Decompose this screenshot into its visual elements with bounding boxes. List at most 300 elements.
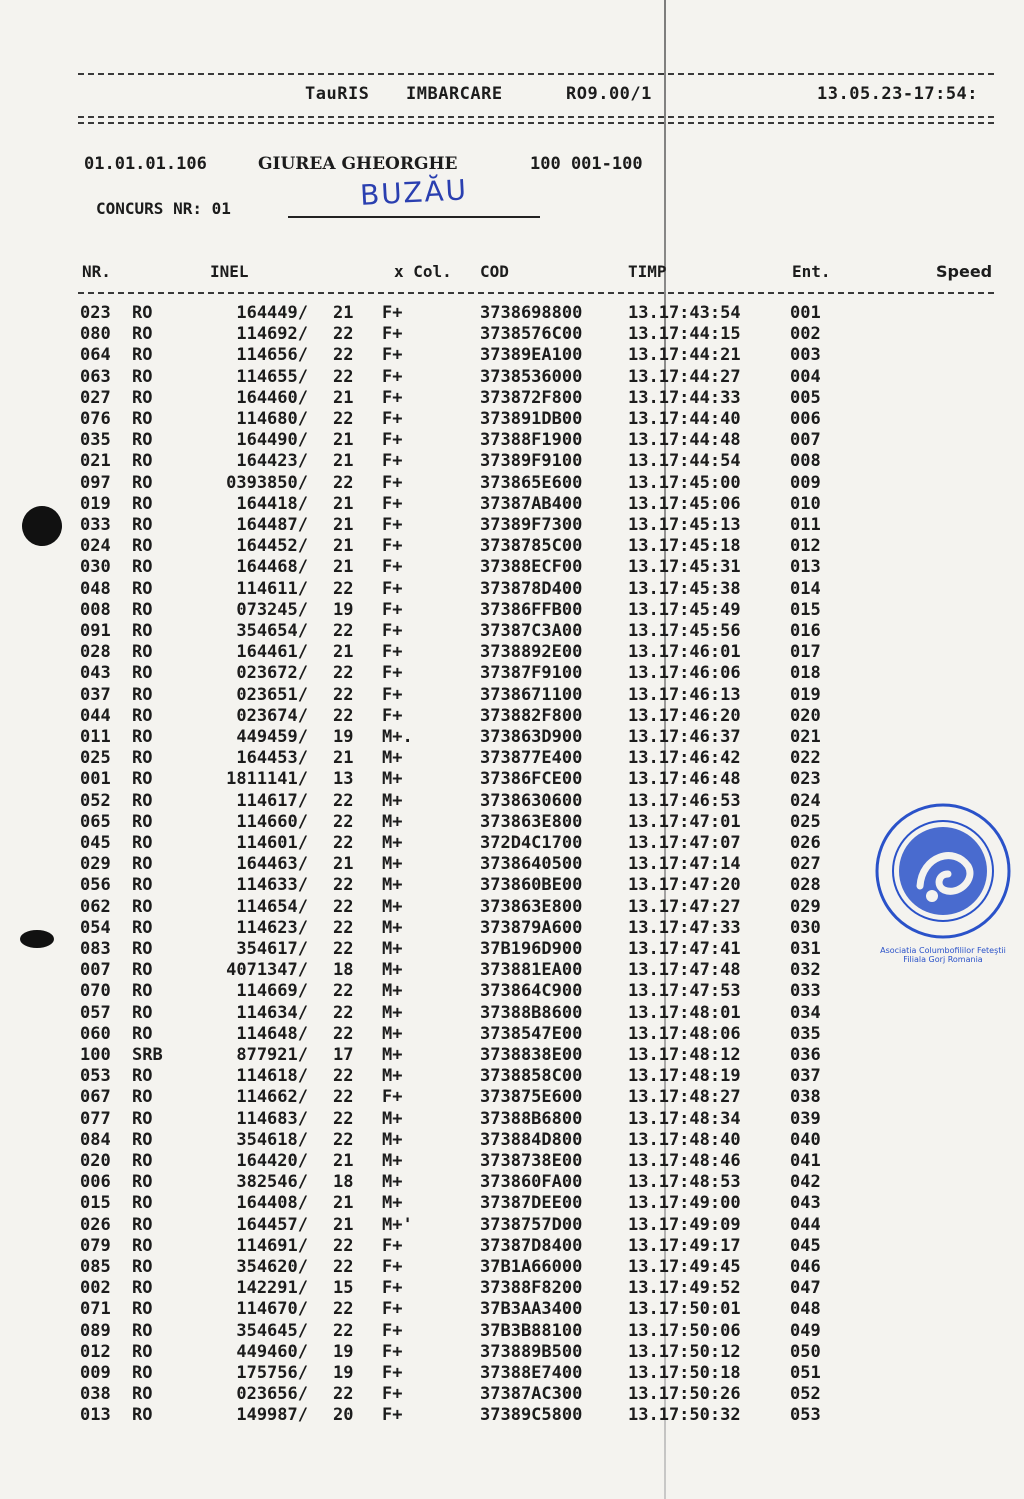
cell-entry: 037 (790, 1066, 821, 1087)
cell-sex: F+ (382, 472, 403, 493)
cell-time: 13.17:48:34 (628, 1108, 741, 1129)
table-row (0, 1045, 1024, 1066)
cell-year: 21 (333, 1151, 354, 1171)
cell-country: RO (132, 875, 153, 896)
cell-code: 3738640500 (480, 854, 583, 875)
cell-nr: 019 (80, 493, 111, 514)
cell-sex: M+ (382, 981, 403, 1002)
table-row (0, 1151, 1024, 1172)
cell-sex: F+ (382, 642, 403, 663)
cell-nr: 009 (80, 1363, 111, 1383)
cell-ring: 114692/ (236, 324, 308, 345)
cell-ring: 023651/ (236, 684, 308, 705)
cell-year: 22 (333, 939, 354, 959)
cell-ring: 114691/ (236, 1235, 308, 1256)
cell-sex: M+ (382, 854, 403, 875)
cell-year: 22 (333, 409, 354, 429)
cell-year: 21 (333, 515, 354, 535)
cell-ring: 114601/ (236, 833, 308, 853)
cell-year: 21 (333, 1214, 354, 1235)
col-header-nr: NR. (82, 262, 111, 281)
cell-year: 22 (333, 705, 354, 726)
cell-time: 13.17:50:26 (628, 1384, 741, 1405)
cell-ring: 114623/ (236, 917, 308, 938)
cell-sex: F+ (382, 663, 403, 684)
cell-nr: 013 (80, 1405, 111, 1426)
cell-time: 13.17:47:41 (628, 939, 741, 959)
cell-ring: 023674/ (236, 705, 308, 726)
table-row (0, 409, 1024, 430)
cell-year: 20 (333, 1405, 354, 1426)
cell-time: 13.17:44:27 (628, 366, 741, 387)
cell-nr: 070 (80, 981, 111, 1002)
cell-time: 13.17:47:33 (628, 917, 741, 938)
cell-code: 373863E800 (480, 811, 583, 832)
cell-year: 21 (333, 303, 354, 323)
cell-code: 37387C3A00 (480, 621, 583, 641)
table-row (0, 388, 1024, 409)
cell-nr: 056 (80, 875, 111, 896)
cell-year: 22 (333, 811, 354, 832)
cell-year: 21 (333, 854, 354, 875)
cell-country: RO (132, 1384, 153, 1405)
cell-entry: 024 (790, 790, 821, 811)
cell-sex: M+ (382, 1108, 403, 1129)
table-row (0, 621, 1024, 642)
cell-code: 373891DB00 (480, 409, 583, 429)
cell-ring: 114618/ (236, 1066, 308, 1087)
cell-country: RO (132, 1066, 153, 1087)
cell-code: 373863D900 (480, 727, 583, 747)
cell-entry: 031 (790, 939, 821, 959)
cell-country: RO (132, 1363, 153, 1383)
table-row (0, 345, 1024, 366)
cell-ring: 164408/ (236, 1193, 308, 1214)
cell-year: 22 (333, 1384, 354, 1405)
cell-country: RO (132, 854, 153, 875)
cell-country: RO (132, 1108, 153, 1129)
col-header-col: x Col. (394, 262, 452, 281)
cell-entry: 036 (790, 1045, 821, 1065)
cell-code: 37B196D900 (480, 939, 583, 959)
cell-ring: 175756/ (236, 1363, 308, 1383)
club-stamp-icon (872, 800, 1014, 942)
cell-code: 37388ECF00 (480, 557, 583, 578)
cell-entry: 053 (790, 1405, 821, 1426)
cell-entry: 019 (790, 684, 821, 705)
cell-year: 22 (333, 1235, 354, 1256)
cell-code: 37387F9100 (480, 663, 583, 684)
cell-nr: 023 (80, 303, 111, 323)
cell-ring: 114683/ (236, 1108, 308, 1129)
cell-nr: 024 (80, 536, 111, 557)
cell-sex: M+' (382, 1214, 413, 1235)
table-row (0, 1066, 1024, 1087)
cell-time: 13.17:47:53 (628, 981, 741, 1002)
cell-ring: 354620/ (236, 1257, 308, 1277)
cell-entry: 035 (790, 1023, 821, 1044)
cell-sex: F+ (382, 345, 403, 366)
cell-year: 22 (333, 833, 354, 853)
cell-time: 13.17:45:49 (628, 599, 741, 620)
cell-nr: 015 (80, 1193, 111, 1214)
cell-ring: 114662/ (236, 1087, 308, 1108)
cell-country: RO (132, 324, 153, 345)
cell-entry: 042 (790, 1172, 821, 1193)
cell-sex: M+ (382, 1023, 403, 1044)
cell-country: RO (132, 1299, 153, 1320)
cell-ring: 164453/ (236, 748, 308, 769)
cell-nr: 084 (80, 1129, 111, 1150)
cell-time: 13.17:50:01 (628, 1299, 741, 1320)
cell-sex: M+ (382, 1129, 403, 1150)
cell-year: 22 (333, 621, 354, 641)
table-row (0, 939, 1024, 960)
cell-time: 13.17:43:54 (628, 303, 741, 323)
table-row (0, 1342, 1024, 1363)
cell-country: RO (132, 960, 153, 981)
cell-ring: 449459/ (236, 727, 308, 747)
cell-time: 13.17:48:06 (628, 1023, 741, 1044)
cell-ring: 164418/ (236, 493, 308, 514)
cell-time: 13.17:49:09 (628, 1214, 741, 1235)
cell-sex: M+ (382, 1066, 403, 1087)
cell-code: 37388E7400 (480, 1363, 583, 1383)
cell-code: 373884D800 (480, 1129, 583, 1150)
cell-year: 22 (333, 790, 354, 811)
table-row (0, 960, 1024, 981)
cell-time: 13.17:50:18 (628, 1363, 741, 1383)
cell-country: RO (132, 366, 153, 387)
cell-country: RO (132, 578, 153, 599)
stamp-text: Asociatia Columbofililor Feteştii Filiala Gorj Romania (880, 946, 1006, 964)
cell-entry: 005 (790, 387, 821, 408)
table-row (0, 557, 1024, 578)
cell-code: 37387AC300 (480, 1384, 583, 1405)
cell-year: 21 (333, 387, 354, 408)
table-row (0, 1405, 1024, 1426)
cell-country: RO (132, 917, 153, 938)
table-row (0, 748, 1024, 769)
cell-time: 13.17:50:32 (628, 1405, 741, 1426)
cell-time: 13.17:50:12 (628, 1341, 741, 1362)
table-row (0, 833, 1024, 854)
cell-year: 15 (333, 1278, 354, 1299)
cell-entry: 034 (790, 1002, 821, 1023)
program-name: TauRIS (305, 84, 370, 104)
cell-code: 373863E800 (480, 896, 583, 917)
table-row (0, 1384, 1024, 1405)
header-dashed-separator-1 (78, 116, 994, 118)
cell-entry: 008 (790, 451, 821, 472)
cell-nr: 052 (80, 790, 111, 811)
cell-nr: 045 (80, 833, 111, 853)
cell-code: 3738671100 (480, 684, 583, 705)
cell-time: 13.17:46:01 (628, 642, 741, 663)
table-row (0, 791, 1024, 812)
cell-nr: 083 (80, 939, 111, 959)
cell-country: RO (132, 1002, 153, 1023)
table-row (0, 367, 1024, 388)
cell-nr: 065 (80, 811, 111, 832)
cell-sex: M+ (382, 917, 403, 938)
cell-code: 373875E600 (480, 1087, 583, 1108)
table-row (0, 875, 1024, 896)
cell-time: 13.17:44:33 (628, 387, 741, 408)
table-row (0, 897, 1024, 918)
cell-sex: M+ (382, 1193, 403, 1214)
cell-entry: 020 (790, 705, 821, 726)
cell-entry: 021 (790, 727, 821, 747)
cell-year: 22 (333, 663, 354, 684)
cell-time: 13.17:45:56 (628, 621, 741, 641)
cell-country: RO (132, 493, 153, 514)
cell-time: 13.17:47:07 (628, 833, 741, 853)
cell-year: 18 (333, 960, 354, 981)
cell-year: 22 (333, 324, 354, 345)
cell-time: 13.17:46:20 (628, 705, 741, 726)
table-row (0, 579, 1024, 600)
cell-country: RO (132, 663, 153, 684)
cell-sex: F+ (382, 1320, 403, 1341)
cell-code: 3738630600 (480, 790, 583, 811)
cell-entry: 045 (790, 1235, 821, 1256)
cell-year: 22 (333, 875, 354, 896)
cell-year: 21 (333, 557, 354, 578)
table-row (0, 981, 1024, 1002)
cell-entry: 052 (790, 1384, 821, 1405)
table-row (0, 1299, 1024, 1320)
table-row (0, 1363, 1024, 1384)
cell-code: 37387DEE00 (480, 1193, 583, 1214)
cell-nr: 027 (80, 387, 111, 408)
cell-time: 13.17:48:53 (628, 1172, 741, 1193)
cell-ring: 142291/ (236, 1278, 308, 1299)
cell-sex: M+ (382, 939, 403, 959)
cell-year: 17 (333, 1045, 354, 1065)
cell-sex: F+ (382, 621, 403, 641)
pen-check-mark-2 (20, 930, 54, 948)
cell-code: 373877E400 (480, 748, 583, 769)
table-row (0, 769, 1024, 790)
cell-nr: 037 (80, 684, 111, 705)
cell-country: RO (132, 536, 153, 557)
table-row (0, 324, 1024, 345)
table-row (0, 706, 1024, 727)
cell-year: 18 (333, 1172, 354, 1193)
table-row (0, 812, 1024, 833)
cell-year: 22 (333, 1002, 354, 1023)
cell-time: 13.17:45:18 (628, 536, 741, 557)
cell-country: RO (132, 1023, 153, 1044)
cell-country: RO (132, 1341, 153, 1362)
cell-sex: F+ (382, 1341, 403, 1362)
cell-sex: M+ (382, 1151, 403, 1171)
header-dashed-separator-2 (78, 122, 994, 124)
cell-code: 3738576C00 (480, 324, 583, 345)
cell-year: 22 (333, 1023, 354, 1044)
cell-time: 13.17:46:37 (628, 727, 741, 747)
cell-sex: F+ (382, 387, 403, 408)
cell-entry: 011 (790, 515, 821, 535)
cell-nr: 085 (80, 1257, 111, 1277)
cell-time: 13.17:49:00 (628, 1193, 741, 1214)
cell-country: RO (132, 981, 153, 1002)
cell-year: 21 (333, 748, 354, 769)
cell-code: 3738698800 (480, 303, 583, 323)
cell-ring: 164461/ (236, 642, 308, 663)
cell-entry: 013 (790, 557, 821, 578)
cell-code: 37388F1900 (480, 430, 583, 451)
table-row (0, 430, 1024, 451)
table-row (0, 642, 1024, 663)
cell-time: 13.17:48:46 (628, 1151, 741, 1171)
table-row (0, 685, 1024, 706)
col-header-speed: Speed (936, 262, 993, 281)
cell-nr: 064 (80, 345, 111, 366)
cell-sex: M+ (382, 875, 403, 896)
cell-year: 22 (333, 345, 354, 366)
table-row (0, 1321, 1024, 1342)
cell-time: 13.17:47:01 (628, 811, 741, 832)
cell-sex: F+ (382, 515, 403, 535)
cell-code: 373882F800 (480, 705, 583, 726)
cell-sex: F+ (382, 324, 403, 345)
cell-entry: 047 (790, 1278, 821, 1299)
cell-entry: 050 (790, 1341, 821, 1362)
cell-country: RO (132, 748, 153, 769)
cell-ring: 354654/ (236, 621, 308, 641)
cell-ring: 114660/ (236, 811, 308, 832)
cell-year: 19 (333, 1341, 354, 1362)
cell-time: 13.17:48:01 (628, 1002, 741, 1023)
cell-time: 13.17:47:14 (628, 854, 741, 875)
cell-code: 3738838E00 (480, 1045, 583, 1065)
cell-sex: M+ (382, 960, 403, 981)
cell-ring: 449460/ (236, 1341, 308, 1362)
cell-nr: 035 (80, 430, 111, 451)
cell-entry: 044 (790, 1214, 821, 1235)
cell-year: 13 (333, 769, 354, 790)
cell-ring: 164420/ (236, 1151, 308, 1171)
cell-entry: 002 (790, 324, 821, 345)
cell-country: RO (132, 1151, 153, 1171)
cell-ring: 114680/ (236, 409, 308, 429)
cell-nr: 012 (80, 1341, 111, 1362)
cell-sex: F+ (382, 684, 403, 705)
cell-ring: 877921/ (236, 1045, 308, 1065)
cell-nr: 002 (80, 1278, 111, 1299)
cell-nr: 025 (80, 748, 111, 769)
cell-time: 13.17:46:13 (628, 684, 741, 705)
cell-year: 21 (333, 642, 354, 663)
cell-code: 37387D8400 (480, 1235, 583, 1256)
cell-sex: F+ (382, 557, 403, 578)
concurs-label: CONCURS NR: 01 (96, 199, 231, 218)
cell-country: RO (132, 1129, 153, 1150)
cell-nr: 029 (80, 854, 111, 875)
cell-year: 21 (333, 493, 354, 514)
cell-ring: 164463/ (236, 854, 308, 875)
cell-country: RO (132, 727, 153, 747)
cell-entry: 040 (790, 1129, 821, 1150)
print-datetime: 13.05.23-17:54: (817, 84, 979, 104)
cell-nr: 100 (80, 1045, 111, 1065)
cell-ring: 114669/ (236, 981, 308, 1002)
cell-nr: 079 (80, 1235, 111, 1256)
cell-nr: 076 (80, 409, 111, 429)
cell-country: RO (132, 1405, 153, 1426)
cell-country: RO (132, 1193, 153, 1214)
top-dashed-separator (78, 73, 994, 75)
table-row (0, 1257, 1024, 1278)
cell-nr: 028 (80, 642, 111, 663)
cell-ring: 114633/ (236, 875, 308, 896)
cell-code: 37389C5800 (480, 1405, 583, 1426)
cell-code: 373864C900 (480, 981, 583, 1002)
table-row (0, 1087, 1024, 1108)
version-label: RO9.00/1 (566, 84, 652, 104)
cell-code: 37388F8200 (480, 1278, 583, 1299)
columns-dashed-separator (78, 292, 994, 294)
table-row (0, 1193, 1024, 1214)
cell-time: 13.17:46:06 (628, 663, 741, 684)
cell-code: 373889B500 (480, 1341, 583, 1362)
cell-country: RO (132, 621, 153, 641)
cell-ring: 023656/ (236, 1384, 308, 1405)
cell-entry: 006 (790, 409, 821, 429)
cell-year: 19 (333, 1363, 354, 1383)
cell-nr: 060 (80, 1023, 111, 1044)
cell-sex: M+ (382, 1172, 403, 1193)
cell-sex: F+ (382, 303, 403, 323)
cell-code: 373860FA00 (480, 1172, 583, 1193)
cell-nr: 030 (80, 557, 111, 578)
cell-ring: 114611/ (236, 578, 308, 599)
cell-entry: 030 (790, 917, 821, 938)
cell-country: RO (132, 642, 153, 663)
table-row (0, 600, 1024, 621)
cell-ring: 114634/ (236, 1002, 308, 1023)
cell-time: 13.17:49:17 (628, 1235, 741, 1256)
cell-nr: 026 (80, 1214, 111, 1235)
cell-code: 373865E600 (480, 472, 583, 493)
cell-code: 372D4C1700 (480, 833, 583, 853)
cell-entry: 041 (790, 1151, 821, 1171)
cell-year: 21 (333, 451, 354, 472)
table-row (0, 1109, 1024, 1130)
cell-nr: 057 (80, 1002, 111, 1023)
cell-country: RO (132, 599, 153, 620)
cell-time: 13.17:45:06 (628, 493, 741, 514)
cell-time: 13.17:44:48 (628, 430, 741, 451)
cell-nr: 048 (80, 578, 111, 599)
cell-code: 3738547E00 (480, 1023, 583, 1044)
cell-sex: F+ (382, 1363, 403, 1383)
cell-sex: M+ (382, 833, 403, 853)
cell-sex: M+ (382, 790, 403, 811)
cell-time: 13.17:50:06 (628, 1320, 741, 1341)
cell-sex: F+ (382, 493, 403, 514)
cell-sex: F+ (382, 1384, 403, 1405)
cell-ring: 354618/ (236, 1129, 308, 1150)
cell-code: 37B1A66000 (480, 1257, 583, 1277)
cell-code: 37386FFB00 (480, 599, 583, 620)
cell-entry: 001 (790, 303, 821, 323)
cell-entry: 049 (790, 1320, 821, 1341)
cell-time: 13.17:44:54 (628, 451, 741, 472)
cell-code: 373879A600 (480, 917, 583, 938)
